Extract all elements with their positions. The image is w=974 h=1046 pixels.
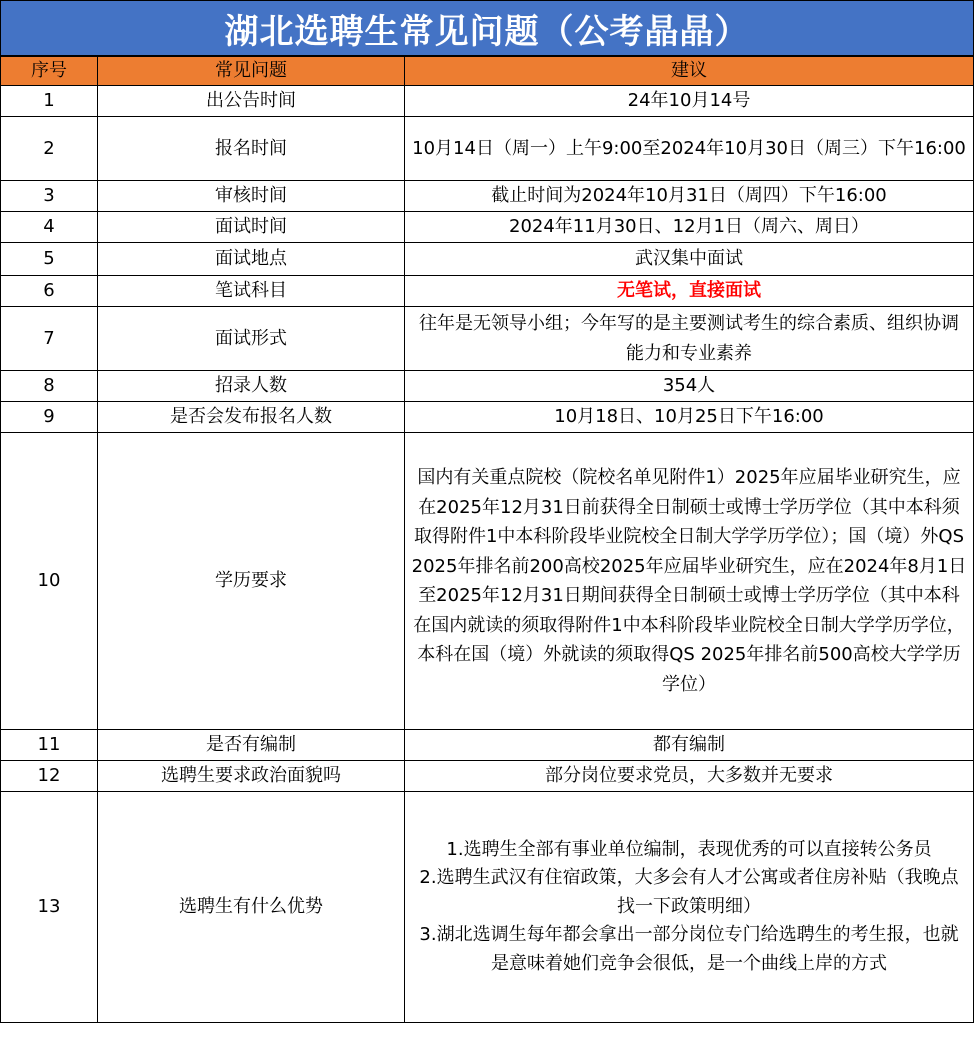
header-no: 序号 bbox=[1, 57, 98, 86]
row-no: 5 bbox=[1, 243, 98, 276]
row-no: 8 bbox=[1, 371, 98, 402]
table-row bbox=[1, 212, 974, 243]
table-row bbox=[1, 792, 974, 1023]
row-answer: 10月14日（周一）上午9:00至2024年10月30日（周三）下午16:00 bbox=[405, 117, 974, 181]
row-no: 1 bbox=[1, 86, 98, 117]
row-answer: 10月18日、10月25日下午16:00 bbox=[405, 402, 974, 433]
header-question: 常见问题 bbox=[98, 57, 405, 86]
table-row bbox=[1, 117, 974, 181]
row-question: 学历要求 bbox=[98, 433, 405, 730]
row-no: 2 bbox=[1, 117, 98, 181]
row-question: 笔试科目 bbox=[98, 276, 405, 307]
row-no: 3 bbox=[1, 181, 98, 212]
row-answer: 往年是无领导小组；今年写的是主要测试考生的综合素质、组织协调能力和专业素养 bbox=[405, 307, 974, 371]
row-question: 面试形式 bbox=[98, 307, 405, 371]
row-answer: 2024年11月30日、12月1日（周六、周日） bbox=[405, 212, 974, 243]
advantage-point-2: 2.选聘生武汉有住宿政策，大多会有人才公寓或者住房补贴（我晚点找一下政策明细） bbox=[419, 867, 959, 917]
table-row bbox=[1, 371, 974, 402]
table-row bbox=[1, 86, 974, 117]
sheet-title: 湖北选聘生常见问题（公考晶晶） bbox=[0, 0, 974, 56]
row-no: 4 bbox=[1, 212, 98, 243]
advantage-point-1: 1.选聘生全部有事业单位编制，表现优秀的可以直接转公务员 bbox=[446, 838, 932, 860]
row-answer: 部分岗位要求党员，大多数并无要求 bbox=[405, 761, 974, 792]
table-row bbox=[1, 433, 974, 730]
row-no: 12 bbox=[1, 761, 98, 792]
row-question: 是否有编制 bbox=[98, 730, 405, 761]
row-answer: 截止时间为2024年10月31日（周四）下午16:00 bbox=[405, 181, 974, 212]
row-question: 选聘生有什么优势 bbox=[98, 792, 405, 1023]
row-question: 面试地点 bbox=[98, 243, 405, 276]
table-header-row bbox=[1, 57, 974, 86]
row-answer: 24年10月14号 bbox=[405, 86, 974, 117]
advantage-point-3: 3.湖北选调生每年都会拿出一部分岗位专门给选聘生的考生报，也就是意味着她们竞争会很低，是一个曲线上岸的方式 bbox=[419, 924, 959, 974]
row-question: 报名时间 bbox=[98, 117, 405, 181]
header-answer: 建议 bbox=[405, 57, 974, 86]
row-question: 审核时间 bbox=[98, 181, 405, 212]
table-row bbox=[1, 761, 974, 792]
row-question: 选聘生要求政治面貌吗 bbox=[98, 761, 405, 792]
faq-table bbox=[0, 56, 974, 1023]
row-no: 7 bbox=[1, 307, 98, 371]
row-answer-highlight: 无笔试，直接面试 bbox=[405, 276, 974, 307]
row-no: 11 bbox=[1, 730, 98, 761]
table-row bbox=[1, 402, 974, 433]
row-question: 是否会发布报名人数 bbox=[98, 402, 405, 433]
row-answer bbox=[405, 792, 974, 1023]
row-no: 10 bbox=[1, 433, 98, 730]
row-answer: 国内有关重点院校（院校名单见附件1）2025年应届毕业研究生，应在2025年12月31日前获得全日制硕士或博士学历学位（其中本科须取得附件1中本科阶段毕业院校全日制大学学历学位）；国（境）外QS 2025年排名前200高校2025年应届毕业研究生，应在2024年8月1日至2025年12月31日期间获得全日制硕士或博士学历学位（其中本科在国内就读的须取得附件1中本科阶段毕业院校全日制大学学历学位，本科在国（境）外就读的须取得QS 2025年排名前500高校大学学历学位） bbox=[405, 433, 974, 730]
row-question: 招录人数 bbox=[98, 371, 405, 402]
row-no: 13 bbox=[1, 792, 98, 1023]
row-answer: 354人 bbox=[405, 371, 974, 402]
row-no: 6 bbox=[1, 276, 98, 307]
row-no: 9 bbox=[1, 402, 98, 433]
row-question: 出公告时间 bbox=[98, 86, 405, 117]
row-answer: 都有编制 bbox=[405, 730, 974, 761]
row-question: 面试时间 bbox=[98, 212, 405, 243]
table-row bbox=[1, 730, 974, 761]
table-row bbox=[1, 276, 974, 307]
table-row bbox=[1, 181, 974, 212]
table-row bbox=[1, 243, 974, 276]
table-row bbox=[1, 307, 974, 371]
row-answer: 武汉集中面试 bbox=[405, 243, 974, 276]
